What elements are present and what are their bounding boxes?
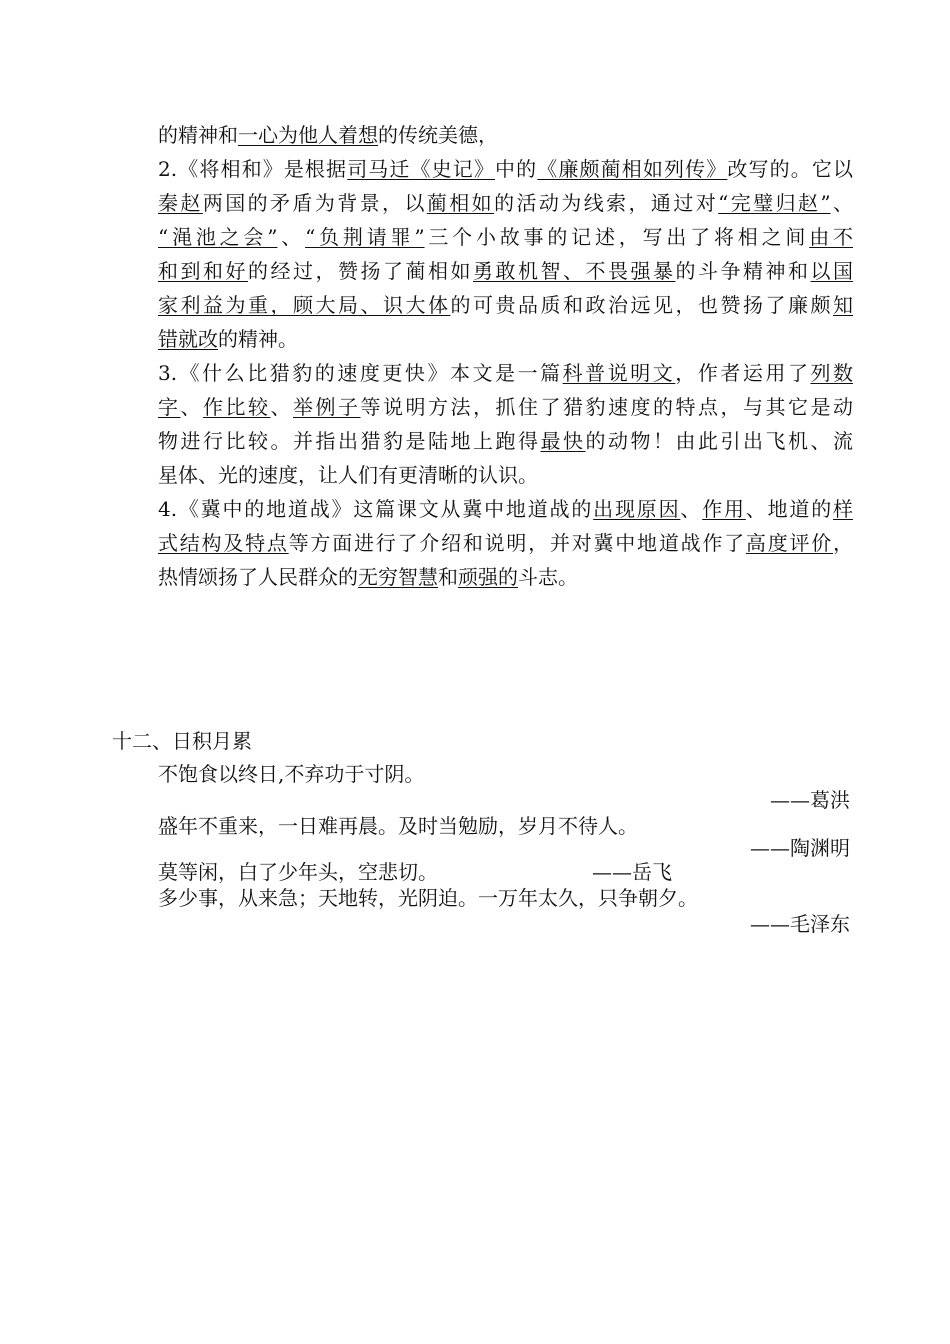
text-line xyxy=(158,220,853,254)
text-segment: 的精神。 xyxy=(218,327,298,351)
underlined-answer: 家利益为重，顾大局、识大体 xyxy=(158,293,451,317)
underlined-answer: 字 xyxy=(158,395,181,419)
text-segment: 3.《什么比猎豹的速度更快》本文是一篇 xyxy=(158,361,563,385)
text-segment: 、 xyxy=(270,395,293,419)
quote-line: 多少事，从来急；天地转，光阴迫。一万年太久，只争朝夕。 xyxy=(158,886,698,910)
text-segment: 和 xyxy=(438,565,458,589)
text-segment: 2.《将相和》是根据 xyxy=(158,157,348,181)
quote-author: ——毛泽东 xyxy=(750,912,850,936)
text-segment: 等方面进行了介绍和说明，并对冀中地道战作了 xyxy=(288,531,746,555)
underlined-answer: 高度评价 xyxy=(745,531,834,555)
underlined-answer: “完璧归赵” xyxy=(718,191,831,215)
underlined-answer: 和到和好 xyxy=(158,259,248,283)
underlined-answer: 一心为他人着想 xyxy=(238,123,378,147)
underlined-answer: 作用 xyxy=(702,497,746,521)
underlined-answer: 顽强的 xyxy=(458,565,518,589)
underlined-answer: 最快 xyxy=(540,429,586,453)
text-line xyxy=(158,526,853,560)
text-line xyxy=(158,458,853,492)
underlined-answer: 司马迁《史记》 xyxy=(347,157,496,181)
text-segment: 改写的。它以 xyxy=(727,157,854,181)
text-segment: 的传统美德， xyxy=(378,123,498,147)
underlined-answer: 无穷智慧 xyxy=(358,565,438,589)
text-segment: 两国的矛盾为背景，以 xyxy=(202,191,427,215)
section-heading: 十二、日积月累 xyxy=(112,729,252,753)
text-line xyxy=(158,560,853,594)
text-segment: 、 xyxy=(180,395,203,419)
text-line xyxy=(158,254,853,288)
underlined-answer: 勇敢机智、不畏强暴 xyxy=(473,259,676,283)
text-segment: 的斗争精神和 xyxy=(675,259,811,283)
text-segment: 热情颂扬了人民群众的 xyxy=(158,565,358,589)
underlined-answer: 由不 xyxy=(809,225,854,249)
text-line xyxy=(158,118,853,152)
underlined-answer: 样 xyxy=(833,497,854,521)
text-segment: 、 xyxy=(277,225,306,249)
quote-author: ——岳飞 xyxy=(592,860,672,884)
underlined-answer: 列数 xyxy=(810,361,854,385)
text-line xyxy=(158,152,853,186)
text-segment: 斗志。 xyxy=(518,565,578,589)
text-segment: 、 xyxy=(680,497,703,521)
text-line xyxy=(158,288,853,322)
underlined-answer: “负荆请罪” xyxy=(305,225,425,249)
text-line xyxy=(158,322,853,356)
text-line xyxy=(158,186,853,220)
text-segment: ，作者运用了 xyxy=(675,361,811,385)
text-segment: 等说明方法，抓住了猎豹速度的特点，与其它是动 xyxy=(360,395,853,419)
text-line xyxy=(158,356,853,390)
text-segment: ， xyxy=(833,531,854,555)
underlined-answer: 蔺相如 xyxy=(426,191,495,215)
underlined-answer: 错就改 xyxy=(158,327,218,351)
text-line xyxy=(158,424,853,458)
text-segment: 中的 xyxy=(495,157,538,181)
quote-author: ——陶渊明 xyxy=(750,836,850,860)
text-segment: 、 xyxy=(830,191,854,215)
text-segment: 三个小故事的记述，写出了将相之间 xyxy=(424,225,810,249)
text-line xyxy=(158,492,853,526)
underlined-answer: 科普说明文 xyxy=(562,361,676,385)
text-segment: 星体、光的速度，让人们有更清晰的认识。 xyxy=(158,463,538,487)
text-segment: 的精神和 xyxy=(158,123,238,147)
underlined-answer: “渑池之会” xyxy=(158,225,278,249)
text-segment: 物进行比较。并指出猎豹是陆地上跑得 xyxy=(158,429,541,453)
underlined-answer: 式结构及特点 xyxy=(158,531,289,555)
underlined-answer: 作比较 xyxy=(203,395,271,419)
underlined-answer: 出现原因 xyxy=(593,497,681,521)
quote-line: 不饱食以终日,不弃功于寸阴。 xyxy=(158,762,425,786)
underlined-answer: 《廉颇蔺相如列传》 xyxy=(537,157,728,181)
quote-line: 盛年不重来，一日难再晨。及时当勉励，岁月不待人。 xyxy=(158,814,638,838)
underlined-answer: 以国 xyxy=(810,259,853,283)
underlined-answer: 秦赵 xyxy=(158,191,203,215)
text-segment: 的动物！由此引出飞机、流 xyxy=(585,429,853,453)
text-line xyxy=(158,390,853,424)
text-segment: 的可贵品质和政治远见，也赞扬了廉颇 xyxy=(450,293,833,317)
quote-line: 莫等闲，白了少年头，空悲切。 xyxy=(158,860,438,884)
text-segment: 的经过，赞扬了蔺相如 xyxy=(248,259,473,283)
text-segment: 的活动为线索，通过对 xyxy=(494,191,719,215)
underlined-answer: 知 xyxy=(833,293,853,317)
text-segment: 4.《冀中的地道战》这篇课文从冀中地道战的 xyxy=(158,497,594,521)
underlined-answer: 举例子 xyxy=(293,395,361,419)
quote-author: ——葛洪 xyxy=(770,788,850,812)
text-segment: 、地道的 xyxy=(745,497,834,521)
